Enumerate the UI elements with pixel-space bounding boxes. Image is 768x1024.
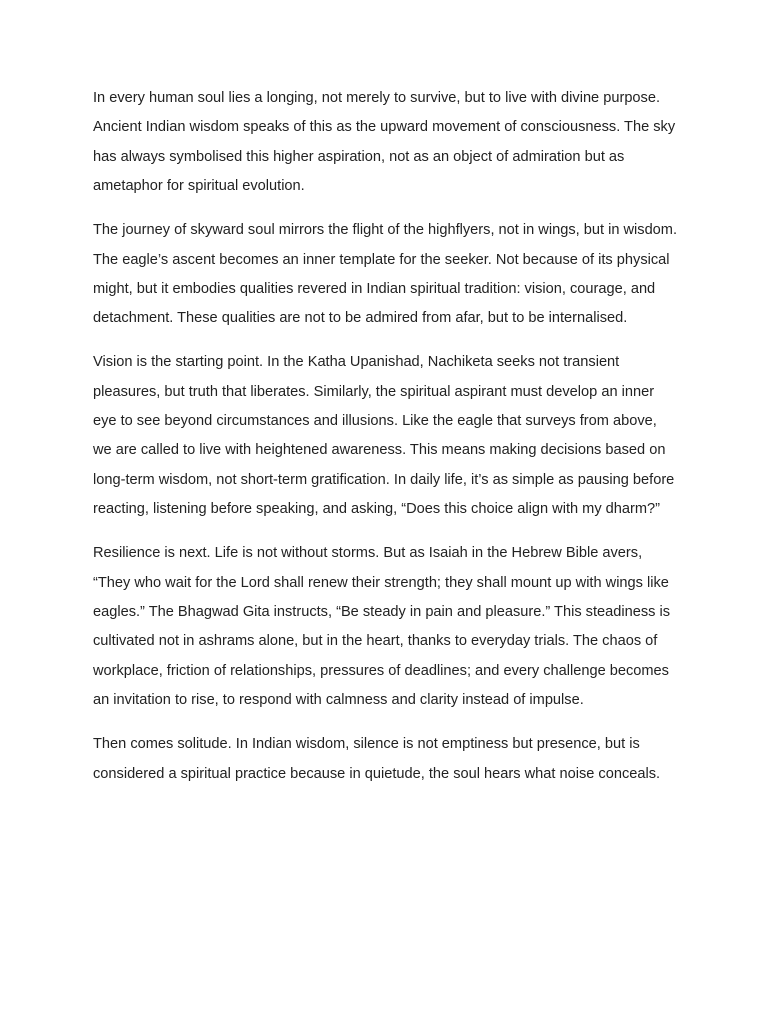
paragraph-4: Resilience is next. Life is not without storms. But as Isaiah in the Hebrew Bible avers, “They who wait for the Lord shall renew their strength; they shall mount up with wings like eagles.” The Bhagwad Gita instructs, “Be steady in pain and pleasure.” This steadiness is cultivated not in ashrams alone, but in the heart, thanks to everyday trials. The chaos of workplace, friction of relationships, pressures of deadlines; and every challenge becomes an invitation to rise, to respond with calmness and clarity instead of impulse. [93,545,671,709]
paragraph-2: The journey of skyward soul mirrors the flight of the highflyers, not in wings, but in wisdom. The eagle’s ascent becomes an inner template for the seeker. Not because of its physical might, but it embodies qualities revered in Indian spiritual tradition: vision, courage, and detachment. These qualities are not to be admired from afar, but to be internalised. [93,222,678,327]
paragraph-5: Then comes solitude. In Indian wisdom, silence is not emptiness but presence, but is considered a spiritual practice because in quietude, the soul hears what noise conceals. [93,736,661,782]
paragraph-3: Vision is the starting point. In the Katha Upanishad, Nachiketa seeks not transient pleasures, but truth that liberates. Similarly, the spiritual aspirant must develop an inner eye to see beyond circumstances and illusions. Like the eagle that surveys from above, we are called to live with heightened awareness. This means making decisions based on long-term wisdom, not short-term gratification. In daily life, it’s as simple as pausing before reacting, listening before speaking, and asking, “Does this choice align with my dharm?” [93,354,675,518]
paragraph-1: In every human soul lies a longing, not merely to survive, but to live with divine purpose. Ancient Indian wisdom speaks of this as the upward movement of consciousness. The sky has always symbolised this higher aspiration, not as an object of admiration but as ametaphor for spiritual evolution. [93,90,676,195]
document-body [93,84,679,803]
